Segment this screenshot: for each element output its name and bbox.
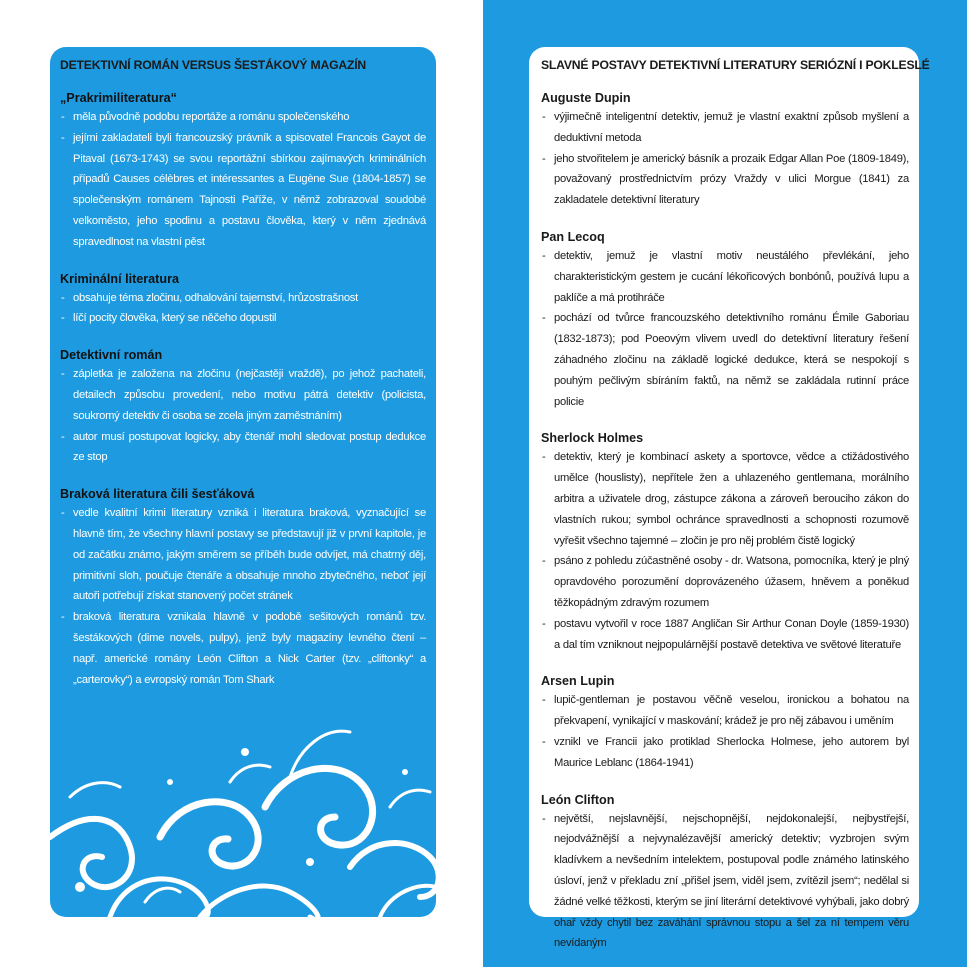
section-pan-lecoq xyxy=(541,229,909,412)
list-item: - detektiv, jemuž je vlastní motiv neustálého převlékání, jeho charakteristickým gestem je cucání lékořicových bonbónů, používá lupu a paklíče a má protihráče xyxy=(541,246,909,308)
section-heading: León Clifton xyxy=(541,792,615,807)
section-heading: „Prakrimiliteratura“ xyxy=(60,91,177,105)
left-panel xyxy=(50,47,436,917)
list-item: - vedle kvalitní krimi literatury vzniká i literatura braková, vyznačující se hlavně tím, že všechny hlavní postavy se představují již v první kapitole, je od začátku známo, jakým směrem se příběh bude odvíjet, má chatrný děj, primitivní sloh, poučuje čtenáře a obsahuje mnoho zbytečného, neboť její autoři potřebují získat stanovený počet stránek xyxy=(60,503,426,607)
list-item: - vznikl ve Francii jako protiklad Sherlocka Holmese, jeho autorem byl Maurice Leblanc (1864-1941) xyxy=(541,732,909,774)
section-heading: Braková literatura čili šesťáková xyxy=(60,487,255,502)
section-heading: Auguste Dupin xyxy=(541,91,631,105)
section-heading: Detektivní román xyxy=(60,348,163,363)
section-leon-clifton xyxy=(541,792,909,955)
list-item: - jejími zakladateli byli francouzský právník a spisovatel Francois Gayot de Pitaval (1673-1743) se svou reportážní sbírkou zajímavých kriminálních případů Causes célèbres et intéressantes a Eugène Sue (1804-1857) se společenským románem Tajnosti Paříže, v němž zobrazoval soudobé velkoměsto, jeho spodinu a postavu člověka, který v něm zjednává spravedlnost na vlastní pěst xyxy=(60,128,426,253)
list-item: - psáno z pohledu zúčastněné osoby - dr. Watsona, pomocníka, který je plný opravdového porozumění doprovázeného úžasem, hněvem a poněkud těžkopádným zdravým rozumem xyxy=(541,551,909,613)
section-heading: Kriminální literatura xyxy=(60,271,179,286)
list-item: - postavu vytvořil v roce 1887 Angličan Sir Arthur Conan Doyle (1859-1930) a dal tím vzniknout nejpopulárnější postavě detektiva ve světové literatuře xyxy=(541,614,909,656)
section-heading: Sherlock Holmes xyxy=(541,431,644,446)
list-item: - detektiv, který je kombinací askety a sportovce, vědce a ctižádostivého umělce (houslisty), nepřítele žen a uhlazeného gentlemana, morálního arbitra a uživatele drog, zástupce zákona a zároveň berouciho zákon do vlastních rukou; symbol ochránce spravedlnosti a schopnosti rozumově vyřešit všechno tajemné – zločin je pro něj problém čistě logický xyxy=(541,447,909,551)
list-item: - pochází od tvůrce francouzského detektivního románu Émile Gaboriau (1832-1873); pod Poeovým vlivem uvedl do detektivní literatury řešení záhadného zločinu na základě logické dedukce, která se nespokojí s pouhým pečlivým sbíráním faktů, na němž se zakládala rutinní práce policie xyxy=(541,308,909,412)
list-item: - jeho stvořitelem je americký básník a prozaik Edgar Allan Poe (1809-1849), považovaný prostřednictvím prózy Vraždy v ulici Morgue (1841) za zakladatele detektivní literatury xyxy=(541,149,909,211)
list-item: - líčí pocity člověka, který se něčeho dopustil xyxy=(60,308,426,329)
list-item: - braková literatura vznikala hlavně v podobě sešitových románů tzv. šestákových (dime novels, pulpy), jenž byly magazíny levného čtení – např. americké romány León Clifton a Nick Carter (tzv. „cliftonky“ a „carterovky“) a evropský román Tom Shark xyxy=(60,607,426,690)
decorative-swirl xyxy=(50,687,436,917)
list-item: - měla původně podobu reportáže a románu společenského xyxy=(60,107,426,128)
list-item: - výjimečně inteligentní detektiv, jemuž je vlastní exaktní způsob myšlení a deduktivní metoda xyxy=(541,107,909,149)
right-panel-title: SLAVNÉ POSTAVY DETEKTIVNÍ LITERATURY SERIÓZNÍ I POKLESLÉ xyxy=(541,58,930,72)
section-heading: Arsen Lupin xyxy=(541,674,615,689)
section-kriminalni-literatura xyxy=(60,271,426,330)
left-panel-title: DETEKTIVNÍ ROMÁN VERSUS ŠESTÁKOVÝ MAGAZÍN xyxy=(60,58,366,72)
section-auguste-dupin xyxy=(541,90,909,211)
section-detektivni-roman xyxy=(60,347,426,468)
section-brakova-literatura xyxy=(60,486,426,690)
right-panel xyxy=(529,47,930,950)
list-item: - autor musí postupovat logicky, aby čtenář mohl sledovat postup dedukce ze stop xyxy=(60,427,426,469)
section-sherlock-holmes xyxy=(541,430,909,655)
section-heading: Pan Lecoq xyxy=(541,229,605,244)
list-item: - obsahuje téma zločinu, odhalování tajemství, hrůzostrašnost xyxy=(60,288,426,309)
section-prakrimiliteratura xyxy=(60,90,426,253)
list-item: - zápletka je založena na zločinu (nejčastěji vraždě), po jehož pachateli, detailech způsobu provedení, nebo motivu pátrá detektiv (policista, soukromý detektiv či osoba se zcela jiným zaměstnáním) xyxy=(60,364,426,426)
list-item: - lupič-gentleman je postavou věčně veselou, ironickou a bohatou na překvapení, vynikající v maskování; krádež je pro něj zábavou i uměním xyxy=(541,690,909,732)
list-item: - největší, nejslavnější, nejschopnější, nejdokonalejší, nejbystřejší, nejodvážnější a nejvynalézavější americký detektiv; vyzbrojen svým kladívkem a nevšedním intelektem, postupoval podle známého latinského úsloví, jenž v překladu zní „přišel jsem, viděl jsem, zvítězil jsem“; nedělal si žádné velké těžkosti, kterým se jiní literární detektivové vyhýbali, jako dobrý ohař vždy chytil bez zaváhání správnou stopu a šel za ní tempem věru nevídaným xyxy=(541,809,909,955)
section-arsen-lupin xyxy=(541,673,909,773)
